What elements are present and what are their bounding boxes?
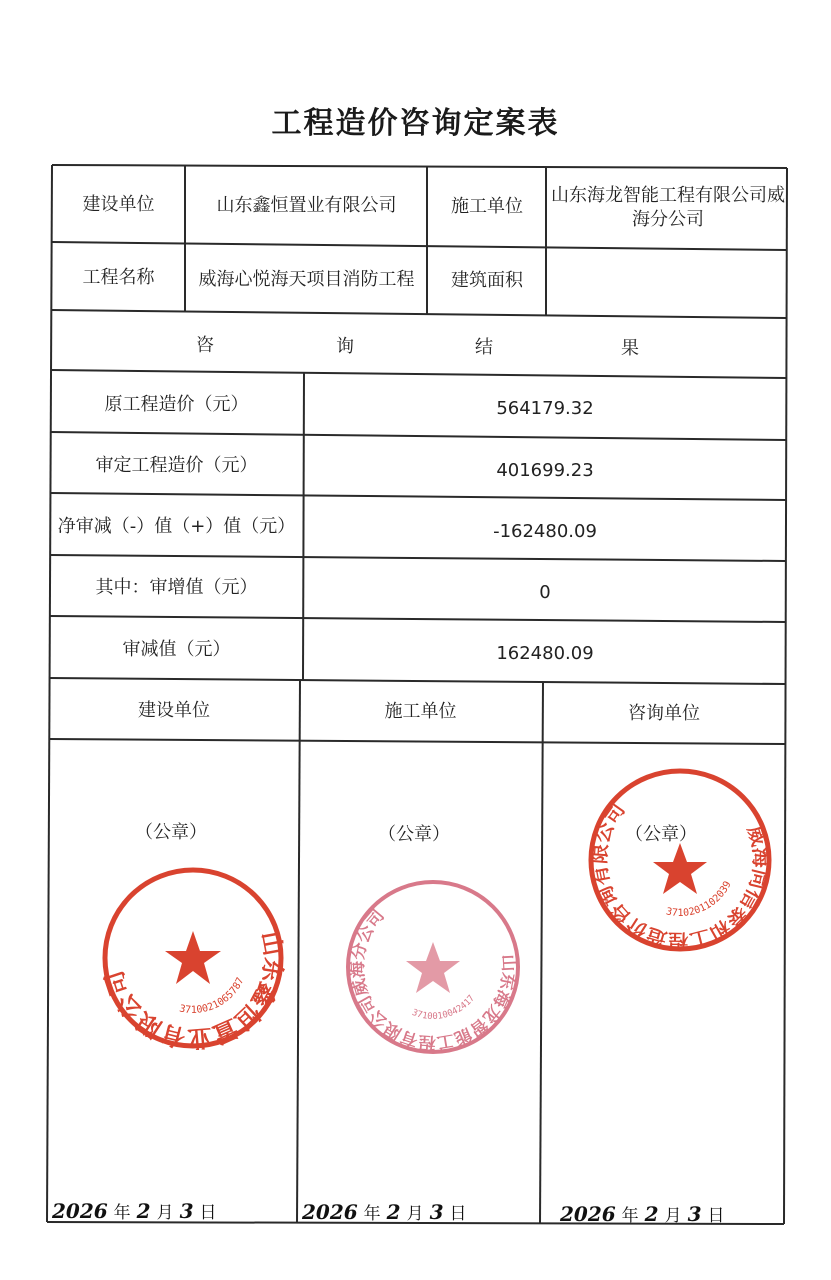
consultant-seal-name: 威海同信泰和工程造价咨询有限公司 — [586, 797, 774, 954]
date-day-unit: 日 — [199, 1203, 217, 1223]
row-increase-label: 其中：审增值（元） — [95, 576, 258, 598]
contractor-company-seal — [343, 877, 523, 1057]
consultant-company-seal — [585, 765, 775, 955]
row-original-cost-value: 564179.32 — [496, 397, 594, 419]
date-month-unit: 月 — [406, 1204, 424, 1224]
sign-header-contractor: 施工单位 — [384, 700, 457, 722]
date-month-unit: 月 — [664, 1206, 682, 1226]
result-header-char-3: 结 — [475, 336, 493, 358]
date-day: 3 — [429, 1200, 444, 1224]
contractor-seal-number: 3710010042417 — [410, 993, 478, 1023]
row-approved-cost-label: 审定工程造价（元） — [95, 454, 258, 476]
date-builder — [52, 1198, 223, 1223]
area-value — [548, 248, 786, 316]
builder-company-seal — [98, 863, 288, 1053]
date-year-unit: 年 — [621, 1206, 639, 1226]
date-month: 2 — [136, 1199, 151, 1223]
seal-label-builder: （公章） — [135, 822, 207, 843]
date-day-unit: 日 — [707, 1206, 725, 1226]
star-icon — [165, 931, 221, 984]
builder-value: 山东鑫恒置业有限公司 — [216, 194, 397, 216]
date-day: 3 — [179, 1199, 194, 1223]
seal-label-contractor: （公章） — [378, 824, 450, 845]
builder-seal-number: 3710021065787 — [178, 975, 247, 1017]
date-year-unit: 年 — [363, 1204, 381, 1224]
contractor-label: 施工单位 — [451, 195, 523, 217]
area-label: 建筑面积 — [451, 269, 523, 291]
date-month: 2 — [386, 1200, 401, 1224]
consultant-seal-number: 3710201102039 — [664, 879, 734, 920]
result-header-char-2: 询 — [336, 335, 354, 357]
date-contractor — [302, 1199, 473, 1224]
contractor-value: 山东海龙智能工程有限公司威海分公司 — [551, 184, 785, 230]
document-title: 工程造价咨询定案表 — [271, 106, 560, 141]
sign-header-consultant: 咨询单位 — [628, 702, 700, 724]
sign-header-builder: 建设单位 — [138, 699, 210, 721]
result-header-char-4: 果 — [621, 337, 639, 359]
date-consultant — [560, 1201, 731, 1226]
date-year: 2026 — [52, 1199, 108, 1223]
seal-label-consultant: （公章） — [625, 824, 697, 845]
star-icon — [406, 942, 460, 993]
star-icon — [653, 843, 707, 894]
date-day: 3 — [687, 1202, 702, 1226]
row-net-change-value: -162480.09 — [493, 520, 597, 542]
contractor-seal-name: 山东海龙智能工程有限公司威海分公司 — [347, 905, 519, 1053]
date-year: 2026 — [302, 1200, 358, 1224]
date-month-unit: 月 — [156, 1203, 174, 1223]
row-original-cost-label: 原工程造价（元） — [104, 393, 249, 415]
project-value: 威海心悦海天项目消防工程 — [198, 268, 415, 290]
date-day-unit: 日 — [449, 1204, 467, 1224]
date-month: 2 — [644, 1202, 659, 1226]
result-header-char-1: 咨 — [196, 334, 214, 356]
builder-label: 建设单位 — [82, 193, 155, 215]
row-decrease-label: 审减值（元） — [122, 638, 231, 660]
row-decrease-value: 162480.09 — [496, 642, 594, 664]
date-year-unit: 年 — [113, 1203, 131, 1223]
row-net-change-label: 净审减（-）值（+）值（元） — [57, 515, 296, 537]
row-approved-cost-value: 401699.23 — [496, 459, 594, 481]
date-year: 2026 — [560, 1202, 616, 1226]
row-increase-value: 0 — [539, 581, 551, 603]
builder-seal-name: 山东鑫恒置业有限公司 — [99, 929, 288, 1053]
project-label: 工程名称 — [82, 266, 155, 288]
